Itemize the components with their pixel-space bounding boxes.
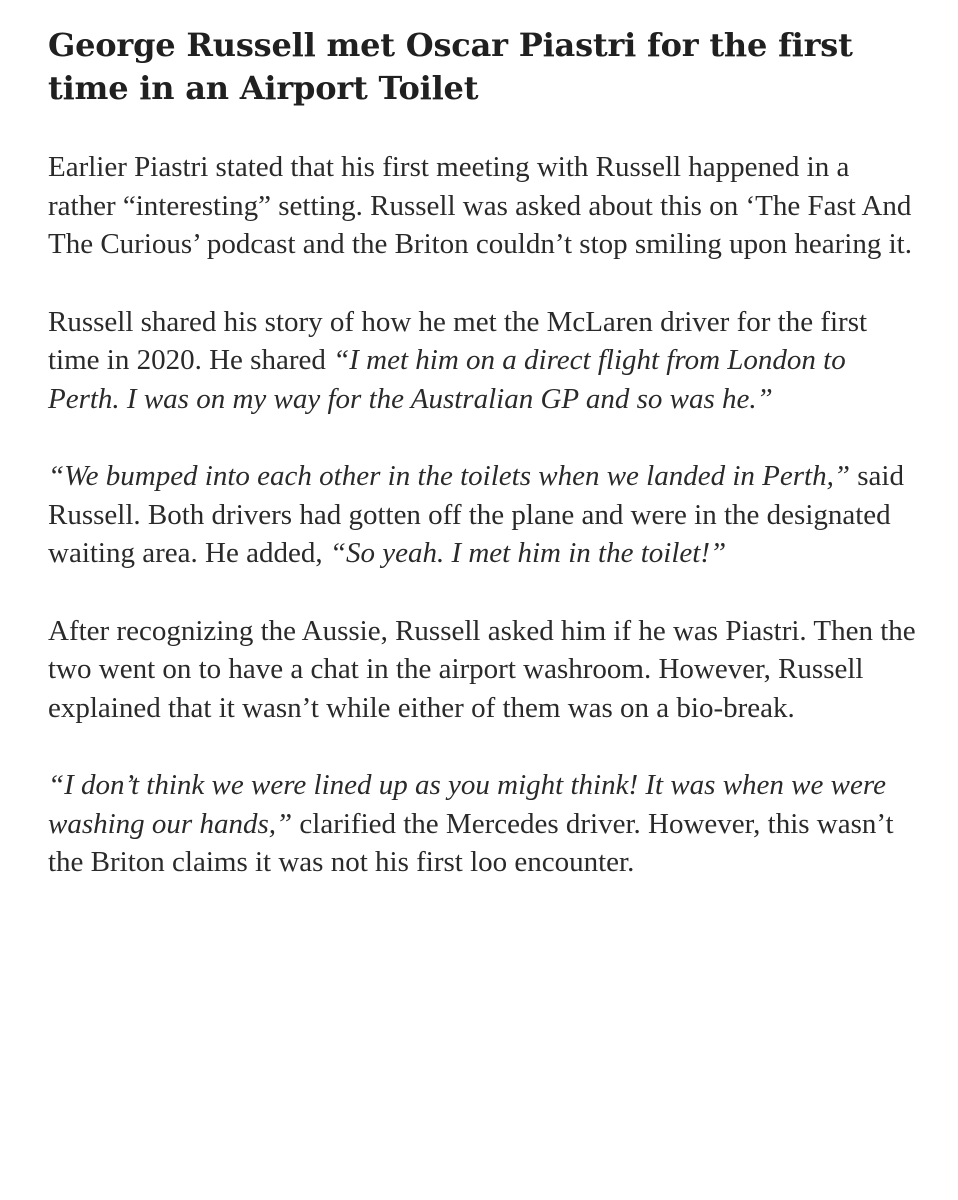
- quote-text: “I met him on a direct flight from London to Perth. I was on my way for the Australian GP and so was he.”: [48, 344, 846, 415]
- paragraph-text: Russell shared his story of how he met the McLaren driver for the first time in 2020. He shared: [48, 305, 868, 376]
- paragraph-text: said Russell. Both drivers had gotten off the plane and were in the designated waiting area. He added,: [48, 460, 904, 569]
- article-paragraph-5: [48, 766, 918, 882]
- quote-text: “I don’t think we were lined up as you might think! It was when we were washing our hands,”: [48, 769, 886, 840]
- article-headline: George Russell met Oscar Piastri for the first time in an Airport Toilet: [48, 26, 853, 107]
- quote-text: “So yeah. I met him in the toilet!”: [329, 537, 727, 569]
- article-paragraph-4: [48, 612, 918, 728]
- article: [48, 24, 918, 882]
- article-paragraph-1: [48, 148, 918, 264]
- paragraph-text: After recognizing the Aussie, Russell asked him if he was Piastri. Then the two went on to have a chat in the airport washroom. However, Russell explained that it wasn’t while either of them was on a bio-break.: [48, 614, 916, 724]
- paragraph-text: Earlier Piastri stated that his first meeting with Russell happened in a rather “interesting” setting. Russell was asked about this on ‘The Fast And The Curious’ podcast and the Briton couldn’t stop smiling upon hearing it.: [48, 151, 912, 260]
- article-paragraph-2: [48, 303, 918, 419]
- article-paragraph-3: [48, 457, 918, 573]
- paragraph-text: clarified the Mercedes driver. However, this wasn’t the Briton claims it was not his first loo encounter.: [48, 807, 894, 878]
- quote-text: “We bumped into each other in the toilets when we landed in Perth,”: [48, 460, 850, 492]
